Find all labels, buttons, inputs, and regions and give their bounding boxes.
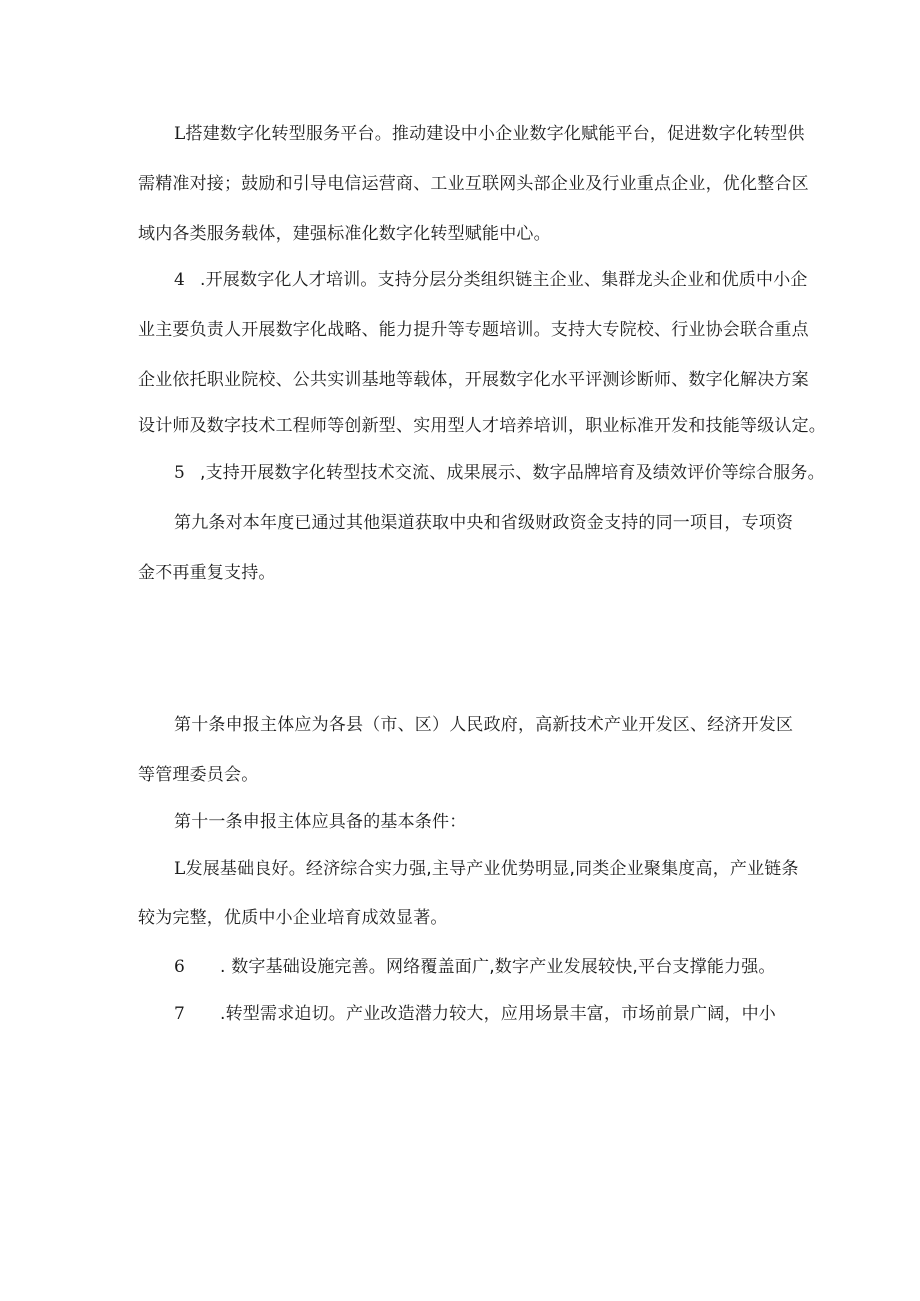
paragraph-1-line-2: 需精准对接；鼓励和引导电信运营商、工业互联网头部企业及行业重点企业，优化整合区	[138, 174, 809, 194]
list-number: 7	[174, 1004, 186, 1024]
list-number: 5	[174, 463, 186, 483]
paragraph-1-line-1	[174, 122, 805, 146]
paragraph-2-line-3: 企业依托职业院校、公共实训基地等载体，开展数字化水平评测诊断师、数字化解决方案	[138, 370, 809, 390]
paragraph-text: 搭建数字化转型服务平台。推动建设中小企业数字化赋能平台，促进数字化转型供	[185, 124, 805, 144]
paragraph-6-line-1: 第十一条申报主体应具备的基本条件：	[174, 812, 467, 832]
paragraph-2-line-2: 业主要负责人开展数字化战略、能力提升等专题培训。支持大专院校、行业协会联合重点	[138, 320, 809, 340]
paragraph-text: .转型需求迫切。产业改造潜力较大，应用场景丰富，市场前景广阔，中小	[220, 1004, 777, 1024]
paragraph-4-line-1: 第九条对本年度已通过其他渠道获取中央和省级财政资金支持的同一项目，专项资	[174, 513, 794, 533]
paragraph-2-line-4: 设计师及数字技术工程师等创新型、实用型人才培养培训，职业标准开发和技能等级认定。	[138, 416, 826, 436]
paragraph-text: ,支持开展数字化转型技术交流、成果展示、数字品牌培育及绩效评价等综合服务。	[200, 463, 825, 483]
paragraph-text: . 数字基础设施完善。网络覆盖面广,数字产业发展较快,平台支撑能力强。	[220, 957, 776, 977]
paragraph-9-line-1	[174, 1002, 776, 1026]
paragraph-5-line-2: 等管理委员会。	[138, 765, 259, 785]
list-number: 6	[174, 957, 186, 977]
paragraph-8-line-1	[174, 955, 776, 979]
paragraph-text: .开展数字化人才培训。支持分层分类组织链主企业、集群龙头企业和优质中小企	[200, 270, 808, 290]
list-marker: L	[174, 859, 186, 879]
list-marker: L	[174, 124, 186, 144]
paragraph-2-line-1	[174, 268, 808, 292]
paragraph-3-line-1	[174, 461, 825, 485]
list-number: 4	[174, 270, 186, 290]
paragraph-4-line-2: 金不再重复支持。	[138, 563, 276, 583]
paragraph-7-line-1	[174, 857, 799, 881]
paragraph-5-line-1: 第十条申报主体应为各县（市、区）人民政府，高新技术产业开发区、经济开发区	[174, 715, 794, 735]
paragraph-text: 发展基础良好。经济综合实力强,主导产业优势明显,同类企业聚集度高，产业链条	[185, 859, 799, 879]
paragraph-1-line-3: 域内各类服务载体，建强标准化数字化转型赋能中心。	[138, 224, 551, 244]
paragraph-7-line-2: 较为完整，优质中小企业培育成效显著。	[138, 908, 448, 928]
